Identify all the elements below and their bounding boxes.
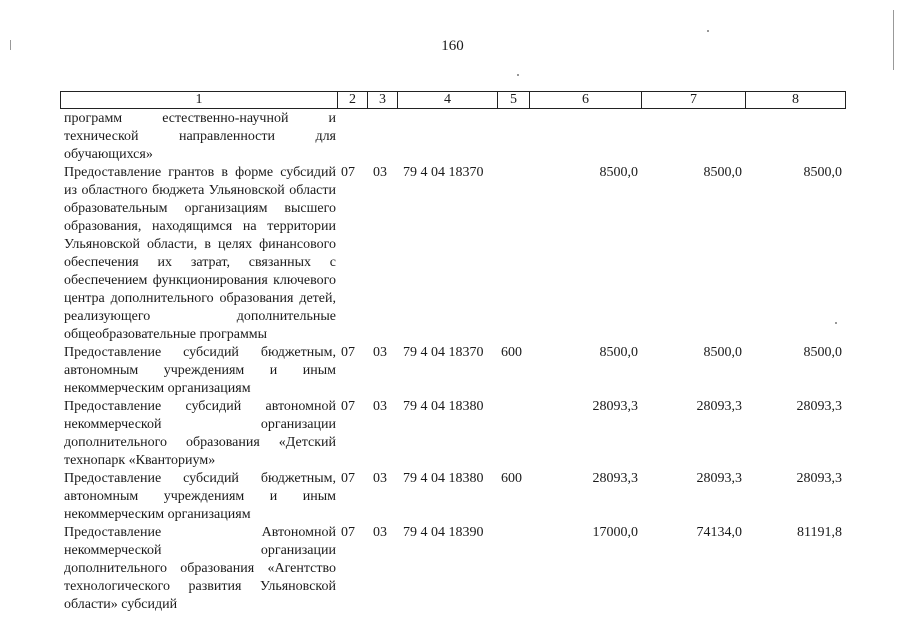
header-col-3: 3 — [367, 92, 397, 108]
row-description: программ естественно-научной и технической направленности для обучающихся» — [64, 111, 336, 162]
row-section: 07 — [341, 165, 355, 180]
page-number: 160 — [441, 38, 464, 54]
row-description: Предоставление субсидий бюджетным, автономным учреждениям и иным некоммерческим организациям — [64, 471, 336, 522]
row-section: 07 — [341, 471, 355, 486]
row-target-article: 79 4 04 18380 — [403, 471, 484, 486]
header-col-7: 7 — [641, 92, 745, 108]
scan-speck — [835, 322, 837, 324]
row-amount-year2: 28093,3 — [696, 471, 742, 486]
row-subsection: 03 — [373, 345, 387, 360]
row-subsection: 03 — [373, 525, 387, 540]
row-expense-type: 600 — [501, 345, 522, 360]
row-amount-year3: 28093,3 — [796, 471, 842, 486]
header-col-2: 2 — [337, 92, 367, 108]
row-subsection: 03 — [373, 399, 387, 414]
row-amount-year1: 28093,3 — [592, 399, 638, 414]
row-description: Предоставление субсидий бюджетным, автономным учреждениям и иным некоммерческим организациям — [64, 345, 336, 396]
scan-mark — [10, 40, 11, 50]
row-amount-year2: 28093,3 — [696, 399, 742, 414]
row-subsection: 03 — [373, 165, 387, 180]
table-row — [60, 524, 846, 614]
row-amount-year2: 8500,0 — [703, 165, 742, 180]
header-col-6: 6 — [529, 92, 641, 108]
row-section: 07 — [341, 399, 355, 414]
table-body — [60, 110, 846, 614]
row-description: Предоставление субсидий автономной некоммерческой организации дополнительного образования «Детский технопарк «Кванториум» — [64, 399, 336, 468]
table-row — [60, 470, 846, 524]
row-amount-year2: 8500,0 — [703, 345, 742, 360]
header-col-4: 4 — [397, 92, 497, 108]
row-amount-year1: 8500,0 — [599, 345, 638, 360]
table-header — [60, 91, 846, 109]
row-subsection: 03 — [373, 471, 387, 486]
row-target-article: 79 4 04 18370 — [403, 165, 484, 180]
row-amount-year3: 81191,8 — [797, 525, 842, 540]
scan-speck — [707, 30, 709, 32]
row-amount-year1: 8500,0 — [599, 165, 638, 180]
row-amount-year1: 28093,3 — [592, 471, 638, 486]
table-row — [60, 344, 846, 398]
scan-mark — [893, 10, 894, 70]
header-col-8: 8 — [745, 92, 845, 108]
row-amount-year3: 28093,3 — [796, 399, 842, 414]
header-col-5: 5 — [497, 92, 529, 108]
row-section: 07 — [341, 525, 355, 540]
row-description: Предоставление Автономной некоммерческой организации дополнительного образования «Агентство технологического развития Ульяновской области» субсидий — [64, 525, 336, 612]
row-amount-year2: 74134,0 — [696, 525, 742, 540]
header-col-1: 1 — [195, 92, 203, 107]
row-description: Предоставление грантов в форме субсидий из областного бюджета Ульяновской области образовательным организациям высшего образования, находящимся на территории Ульяновской области, в целях финансового обеспечения их затрат, связанных с обеспечением функционирования ключевого центра дополнительного образования детей, реализующего дополнительные общеобразовательные программы — [64, 165, 336, 342]
table-row — [60, 164, 846, 344]
row-target-article: 79 4 04 18370 — [403, 345, 484, 360]
row-amount-year3: 8500,0 — [803, 345, 842, 360]
table-row — [60, 398, 846, 470]
row-target-article: 79 4 04 18390 — [403, 525, 484, 540]
table-row — [60, 110, 846, 164]
row-expense-type: 600 — [501, 471, 522, 486]
row-target-article: 79 4 04 18380 — [403, 399, 484, 414]
row-section: 07 — [341, 345, 355, 360]
row-amount-year3: 8500,0 — [803, 165, 842, 180]
row-amount-year1: 17000,0 — [592, 525, 638, 540]
scan-speck — [517, 74, 519, 76]
